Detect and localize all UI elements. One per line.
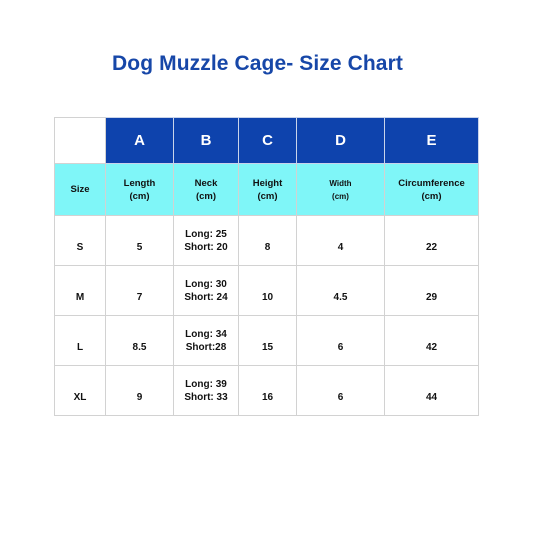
- width-cell: 6: [297, 316, 385, 366]
- height-header-label: Height: [252, 177, 283, 189]
- table-row: [55, 316, 479, 366]
- neck-cell: [174, 266, 239, 316]
- neck-short-value: Short: 33: [184, 391, 228, 403]
- neck-long-value: Long: 25: [185, 228, 227, 240]
- neck-short-value: Short: 24: [184, 291, 228, 303]
- column-letter-a: A: [106, 118, 174, 164]
- length-header-label: Length: [123, 177, 156, 189]
- circumference-cell: 29: [385, 266, 479, 316]
- table-row: [55, 216, 479, 266]
- width-cell: 4: [297, 216, 385, 266]
- circumference-cell: 22: [385, 216, 479, 266]
- neck-short-value: Short:28: [185, 341, 227, 353]
- length-header-unit: (cm): [129, 190, 150, 202]
- neck-long-value: Long: 39: [185, 378, 227, 390]
- size-cell: M: [55, 266, 106, 316]
- column-letter-c: C: [239, 118, 297, 164]
- neck-header: [174, 164, 239, 216]
- size-cell: XL: [55, 366, 106, 416]
- length-cell: 8.5: [106, 316, 174, 366]
- size-chart-table: [54, 117, 479, 416]
- circumference-header-unit: (cm): [421, 190, 442, 202]
- circumference-cell: 42: [385, 316, 479, 366]
- column-letter-e: E: [385, 118, 479, 164]
- height-cell: 10: [239, 266, 297, 316]
- neck-short-value: Short: 20: [184, 241, 228, 253]
- table-row: [55, 266, 479, 316]
- circumference-header: [385, 164, 479, 216]
- height-cell: 8: [239, 216, 297, 266]
- width-header-label: Width: [329, 178, 352, 188]
- neck-cell: [174, 316, 239, 366]
- table-row: [55, 366, 479, 416]
- page-title: Dog Muzzle Cage- Size Chart: [112, 52, 403, 75]
- neck-long-value: Long: 34: [185, 328, 227, 340]
- circumference-header-label: Circumference: [398, 177, 465, 189]
- column-letter-b: B: [174, 118, 239, 164]
- length-cell: 9: [106, 366, 174, 416]
- neck-cell: [174, 216, 239, 266]
- height-cell: 15: [239, 316, 297, 366]
- neck-header-label: Neck: [194, 177, 218, 189]
- neck-long-value: Long: 30: [185, 278, 227, 290]
- width-header-unit: (cm): [332, 191, 349, 201]
- letter-header-row: [55, 118, 479, 164]
- circumference-cell: 44: [385, 366, 479, 416]
- height-cell: 16: [239, 366, 297, 416]
- width-header: [297, 164, 385, 216]
- size-cell: S: [55, 216, 106, 266]
- length-cell: 7: [106, 266, 174, 316]
- height-header-unit: (cm): [257, 190, 278, 202]
- neck-cell: [174, 366, 239, 416]
- size-header-label: Size: [70, 184, 90, 195]
- length-header: [106, 164, 174, 216]
- width-cell: 4.5: [297, 266, 385, 316]
- blank-corner-cell: [55, 118, 106, 164]
- height-header: [239, 164, 297, 216]
- width-cell: 6: [297, 366, 385, 416]
- label-header-row: [55, 164, 479, 216]
- size-cell: L: [55, 316, 106, 366]
- size-header: [55, 164, 106, 216]
- column-letter-d: D: [297, 118, 385, 164]
- neck-header-unit: (cm): [195, 190, 217, 202]
- length-cell: 5: [106, 216, 174, 266]
